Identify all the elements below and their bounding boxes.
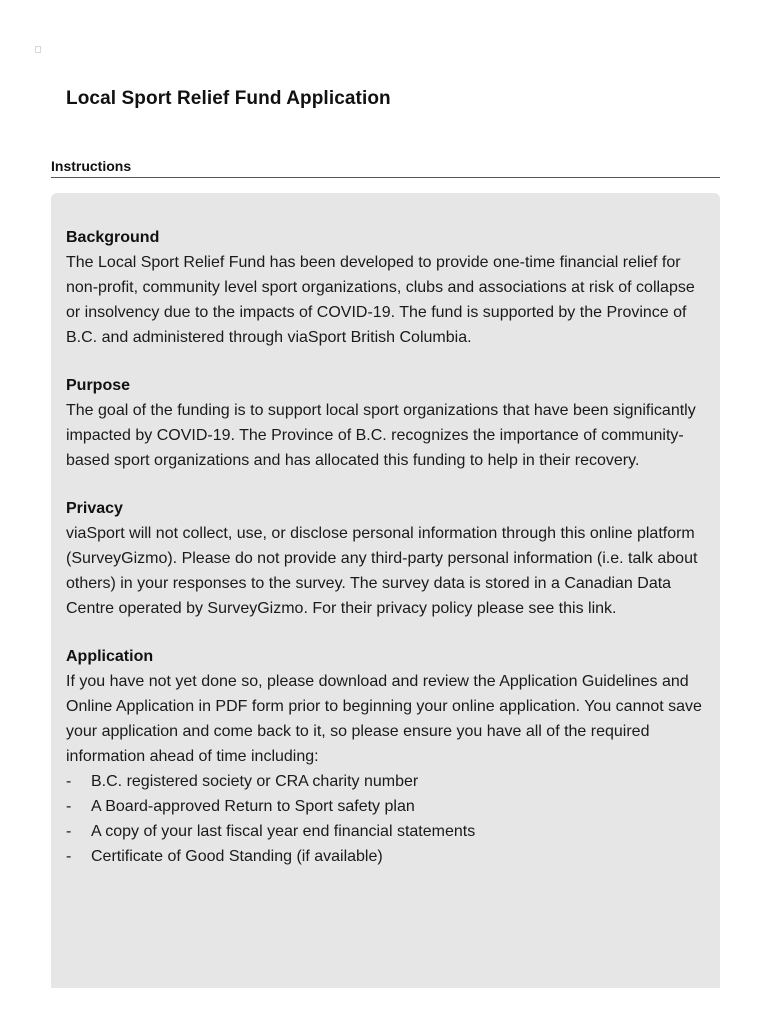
- list-dash: -: [66, 773, 72, 790]
- list-item: [66, 819, 711, 844]
- background-heading: Background: [66, 229, 160, 246]
- requirements-list: [66, 769, 711, 869]
- section-header: [51, 158, 720, 178]
- list-dash: -: [66, 848, 72, 865]
- purpose-text: The goal of the funding is to support local sport organizations that have been significantly impacted by COVID-19. The Province of B.C. recognizes the importance of community-based sport organizations and has allocated this funding to help in their recovery.: [66, 402, 696, 469]
- instructions-panel: [51, 193, 720, 988]
- purpose-block: [66, 374, 711, 473]
- list-item: [66, 769, 711, 794]
- privacy-text: viaSport will not collect, use, or disclose personal information through this online platform (SurveyGizmo). Please do not provide any third-party personal information (i.e. talk about others) in your responses to the survey. The survey data is stored in a Canadian Data Centre operated by SurveyGizmo. For their privacy policy please see this link.: [66, 525, 698, 617]
- page-title: Local Sport Relief Fund Application: [66, 88, 391, 109]
- list-item-text: A Board-approved Return to Sport safety plan: [91, 798, 415, 815]
- list-item-text: A copy of your last fiscal year end financial statements: [91, 823, 476, 840]
- application-block: [66, 645, 711, 869]
- list-item-text: B.C. registered society or CRA charity number: [91, 773, 419, 790]
- section-header-label: Instructions: [51, 158, 132, 174]
- list-dash: -: [66, 798, 72, 815]
- purpose-heading: Purpose: [66, 377, 131, 394]
- application-text: If you have not yet done so, please download and review the Application Guidelines and Online Application in PDF form prior to beginning your online application. You cannot save your application and come back to it, so please ensure you have all of the required information ahead of time including:: [66, 673, 702, 765]
- privacy-block: [66, 497, 711, 621]
- list-dash: -: [66, 823, 72, 840]
- corner-mark: [35, 46, 41, 53]
- list-item-text: Certificate of Good Standing (if available): [91, 848, 383, 865]
- background-block: [66, 226, 711, 350]
- privacy-heading: Privacy: [66, 500, 123, 517]
- instructions-content: [66, 226, 711, 893]
- list-item: [66, 794, 711, 819]
- application-heading: Application: [66, 648, 154, 665]
- list-item: [66, 844, 711, 869]
- background-text: The Local Sport Relief Fund has been developed to provide one-time financial relief for non-profit, community level sport organizations, clubs and associations at risk of collapse or insolvency due to the impacts of COVID-19. The fund is supported by the Province of B.C. and administered through viaSport British Columbia.: [66, 254, 695, 346]
